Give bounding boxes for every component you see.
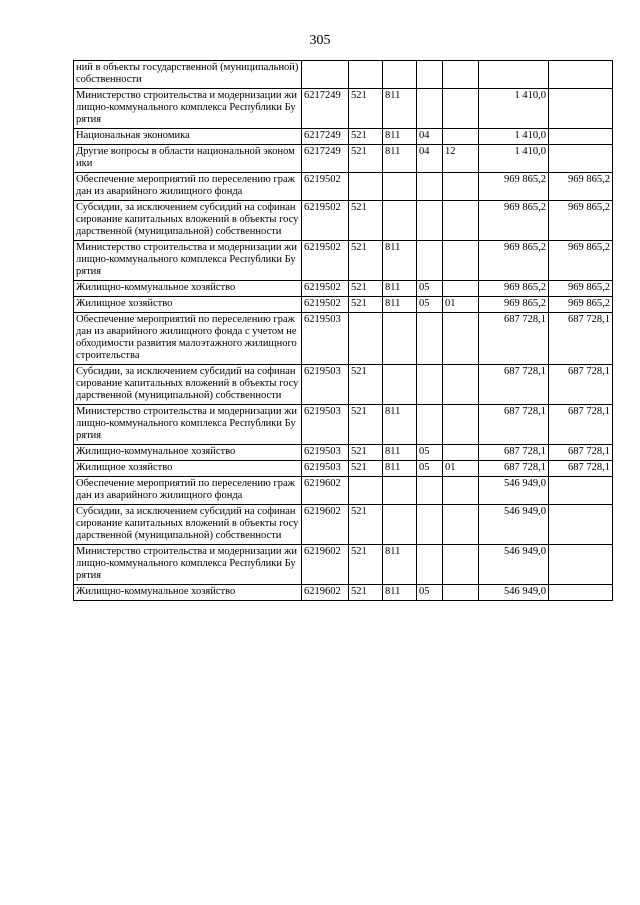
cell-amount-2 — [549, 585, 613, 601]
cell-amount-2: 687 728,1 — [549, 461, 613, 477]
cell-section — [417, 241, 443, 281]
cell-name: Обеспечение мероприятий по переселению граждан из аварийного жилищного фонда — [74, 477, 302, 505]
cell-amount-2: 969 865,2 — [549, 173, 613, 201]
table-row — [74, 145, 613, 173]
cell-subsection — [443, 585, 479, 601]
cell-amount-1: 969 865,2 — [479, 201, 549, 241]
table-row — [74, 241, 613, 281]
cell-amount-1: 969 865,2 — [479, 281, 549, 297]
cell-amount-2: 969 865,2 — [549, 297, 613, 313]
cell-target-article: 6219503 — [302, 313, 349, 365]
cell-subsection — [443, 241, 479, 281]
cell-name: Министерство строительства и модернизации жилищно-коммунального комплекса Республики Бурятия — [74, 89, 302, 129]
cell-ministry-code: 811 — [383, 445, 417, 461]
table-row — [74, 297, 613, 313]
cell-section: 05 — [417, 461, 443, 477]
cell-ministry-code — [383, 505, 417, 545]
table-row — [74, 445, 613, 461]
cell-amount-2 — [549, 477, 613, 505]
cell-ministry-code: 811 — [383, 545, 417, 585]
cell-section — [417, 173, 443, 201]
table-row — [74, 461, 613, 477]
cell-section — [417, 365, 443, 405]
cell-name: Жилищно-коммунальное хозяйство — [74, 445, 302, 461]
cell-expense-type: 521 — [349, 365, 383, 405]
cell-subsection — [443, 173, 479, 201]
cell-target-article: 6219502 — [302, 297, 349, 313]
table-row — [74, 61, 613, 89]
cell-ministry-code — [383, 313, 417, 365]
cell-amount-1: 546 949,0 — [479, 505, 549, 545]
cell-amount-2: 687 728,1 — [549, 365, 613, 405]
cell-ministry-code: 811 — [383, 461, 417, 477]
cell-section — [417, 405, 443, 445]
cell-amount-2 — [549, 545, 613, 585]
cell-subsection — [443, 477, 479, 505]
cell-expense-type: 521 — [349, 405, 383, 445]
cell-ministry-code: 811 — [383, 89, 417, 129]
cell-amount-1: 687 728,1 — [479, 313, 549, 365]
cell-section — [417, 61, 443, 89]
cell-name: Жилищное хозяйство — [74, 297, 302, 313]
cell-amount-2: 969 865,2 — [549, 201, 613, 241]
cell-target-article — [302, 61, 349, 89]
cell-amount-2: 687 728,1 — [549, 445, 613, 461]
cell-expense-type — [349, 477, 383, 505]
cell-amount-2: 687 728,1 — [549, 313, 613, 365]
cell-amount-2 — [549, 89, 613, 129]
cell-expense-type: 521 — [349, 241, 383, 281]
cell-amount-1: 1 410,0 — [479, 145, 549, 173]
cell-name: Субсидии, за исключением субсидий на софинансирование капитальных вложений в объекты государственной (муниципальной) собственности — [74, 505, 302, 545]
cell-name: Жилищно-коммунальное хозяйство — [74, 585, 302, 601]
table-row — [74, 585, 613, 601]
cell-ministry-code: 811 — [383, 281, 417, 297]
table-row — [74, 313, 613, 365]
cell-amount-1: 687 728,1 — [479, 461, 549, 477]
table-row — [74, 201, 613, 241]
cell-amount-1: 546 949,0 — [479, 545, 549, 585]
cell-expense-type: 521 — [349, 505, 383, 545]
cell-target-article: 6219503 — [302, 405, 349, 445]
cell-amount-2: 687 728,1 — [549, 405, 613, 445]
cell-amount-1: 969 865,2 — [479, 241, 549, 281]
cell-name: ний в объекты государственной (муниципальной) собственности — [74, 61, 302, 89]
cell-name: Обеспечение мероприятий по переселению граждан из аварийного жилищного фонда с учетом необходимости развития малоэтажного жилищного строительства — [74, 313, 302, 365]
cell-ministry-code: 811 — [383, 241, 417, 281]
cell-amount-1: 1 410,0 — [479, 129, 549, 145]
table-body — [74, 61, 613, 601]
cell-target-article: 6219502 — [302, 281, 349, 297]
cell-section: 05 — [417, 281, 443, 297]
cell-ministry-code — [383, 477, 417, 505]
cell-section — [417, 477, 443, 505]
cell-subsection — [443, 405, 479, 445]
cell-expense-type: 521 — [349, 297, 383, 313]
cell-subsection: 01 — [443, 461, 479, 477]
cell-amount-2: 969 865,2 — [549, 281, 613, 297]
table-row — [74, 365, 613, 405]
cell-target-article: 6219502 — [302, 201, 349, 241]
cell-name: Национальная экономика — [74, 129, 302, 145]
table-row — [74, 477, 613, 505]
cell-expense-type: 521 — [349, 201, 383, 241]
cell-section — [417, 89, 443, 129]
cell-expense-type: 521 — [349, 89, 383, 129]
cell-name: Жилищное хозяйство — [74, 461, 302, 477]
cell-amount-1: 1 410,0 — [479, 89, 549, 129]
table-row — [74, 129, 613, 145]
cell-ministry-code: 811 — [383, 129, 417, 145]
cell-name: Субсидии, за исключением субсидий на софинансирование капитальных вложений в объекты государственной (муниципальной) собственности — [74, 365, 302, 405]
cell-section — [417, 505, 443, 545]
cell-amount-1 — [479, 61, 549, 89]
cell-ministry-code — [383, 365, 417, 405]
cell-amount-1: 969 865,2 — [479, 173, 549, 201]
cell-subsection — [443, 61, 479, 89]
cell-name: Министерство строительства и модернизации жилищно-коммунального комплекса Республики Бурятия — [74, 545, 302, 585]
cell-name: Обеспечение мероприятий по переселению граждан из аварийного жилищного фонда — [74, 173, 302, 201]
cell-target-article: 6217249 — [302, 145, 349, 173]
cell-name: Другие вопросы в области национальной экономики — [74, 145, 302, 173]
table-row — [74, 89, 613, 129]
cell-subsection — [443, 445, 479, 461]
cell-subsection — [443, 89, 479, 129]
cell-section — [417, 545, 443, 585]
cell-amount-1: 687 728,1 — [479, 365, 549, 405]
cell-amount-1: 546 949,0 — [479, 477, 549, 505]
cell-subsection — [443, 505, 479, 545]
cell-subsection — [443, 281, 479, 297]
cell-target-article: 6219602 — [302, 585, 349, 601]
cell-subsection: 12 — [443, 145, 479, 173]
cell-target-article: 6219503 — [302, 461, 349, 477]
cell-ministry-code — [383, 201, 417, 241]
cell-subsection — [443, 201, 479, 241]
cell-target-article: 6219502 — [302, 241, 349, 281]
cell-expense-type — [349, 61, 383, 89]
table-row — [74, 405, 613, 445]
cell-subsection — [443, 313, 479, 365]
cell-ministry-code: 811 — [383, 297, 417, 313]
cell-section: 05 — [417, 297, 443, 313]
cell-target-article: 6219602 — [302, 505, 349, 545]
cell-amount-1: 969 865,2 — [479, 297, 549, 313]
cell-target-article: 6219503 — [302, 365, 349, 405]
cell-amount-2 — [549, 129, 613, 145]
cell-expense-type: 521 — [349, 585, 383, 601]
cell-expense-type: 521 — [349, 281, 383, 297]
cell-expense-type: 521 — [349, 445, 383, 461]
table-row — [74, 281, 613, 297]
cell-expense-type — [349, 313, 383, 365]
cell-amount-2 — [549, 145, 613, 173]
cell-target-article: 6219502 — [302, 173, 349, 201]
cell-ministry-code — [383, 61, 417, 89]
budget-table — [73, 60, 613, 601]
cell-subsection — [443, 365, 479, 405]
page-number: 305 — [309, 33, 331, 48]
cell-ministry-code: 811 — [383, 145, 417, 173]
cell-section — [417, 201, 443, 241]
cell-amount-2 — [549, 61, 613, 89]
cell-section: 04 — [417, 145, 443, 173]
cell-subsection — [443, 129, 479, 145]
cell-section: 05 — [417, 445, 443, 461]
table-row — [74, 505, 613, 545]
cell-name: Министерство строительства и модернизации жилищно-коммунального комплекса Республики Бурятия — [74, 405, 302, 445]
cell-amount-2 — [549, 505, 613, 545]
cell-expense-type: 521 — [349, 129, 383, 145]
cell-section — [417, 313, 443, 365]
cell-subsection: 01 — [443, 297, 479, 313]
cell-name: Субсидии, за исключением субсидий на софинансирование капитальных вложений в объекты государственной (муниципальной) собственности — [74, 201, 302, 241]
cell-amount-2: 969 865,2 — [549, 241, 613, 281]
cell-target-article: 6219503 — [302, 445, 349, 461]
cell-amount-1: 687 728,1 — [479, 445, 549, 461]
cell-ministry-code: 811 — [383, 585, 417, 601]
cell-target-article: 6217249 — [302, 129, 349, 145]
cell-target-article: 6217249 — [302, 89, 349, 129]
cell-target-article: 6219602 — [302, 545, 349, 585]
cell-expense-type: 521 — [349, 461, 383, 477]
cell-expense-type — [349, 173, 383, 201]
cell-name: Жилищно-коммунальное хозяйство — [74, 281, 302, 297]
table-row — [74, 545, 613, 585]
cell-subsection — [443, 545, 479, 585]
cell-ministry-code: 811 — [383, 405, 417, 445]
cell-expense-type: 521 — [349, 145, 383, 173]
cell-section: 05 — [417, 585, 443, 601]
cell-ministry-code — [383, 173, 417, 201]
cell-amount-1: 687 728,1 — [479, 405, 549, 445]
cell-target-article: 6219602 — [302, 477, 349, 505]
table-row — [74, 173, 613, 201]
cell-expense-type: 521 — [349, 545, 383, 585]
cell-name: Министерство строительства и модернизации жилищно-коммунального комплекса Республики Бурятия — [74, 241, 302, 281]
cell-amount-1: 546 949,0 — [479, 585, 549, 601]
cell-section: 04 — [417, 129, 443, 145]
